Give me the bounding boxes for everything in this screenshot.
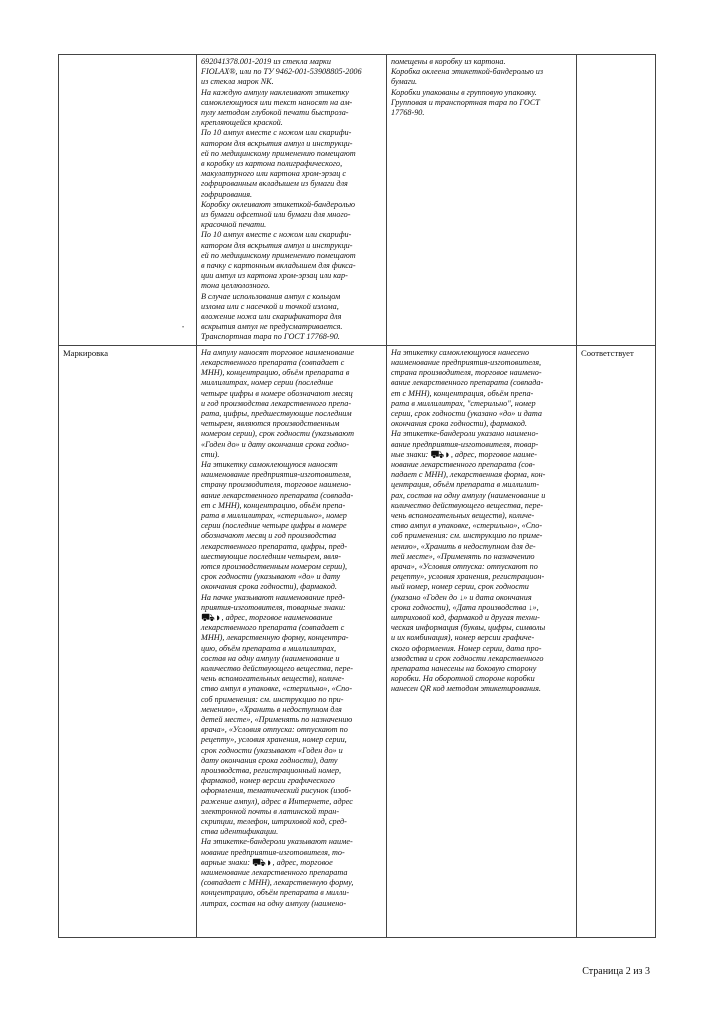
text-line: в пачку с картонным вкладышем для фикса-	[201, 261, 356, 271]
text-line: дату окончания срока годности), дату	[201, 755, 338, 765]
text-line: миллилитрах, номер серии (последние	[201, 378, 334, 388]
text-line: ей по медицинскому применению помещают	[201, 148, 356, 158]
text-line: ражение ампул), адрес в Интернете, адрес	[201, 796, 353, 806]
text-line: самоклеющуюся или текст наносят на ам-	[201, 97, 353, 107]
row2-col3	[387, 345, 577, 937]
text-line: ство ампул в упаковке, «стерильно», «Спо-	[391, 521, 543, 531]
text-line: срока годности), «Дата производства ↓»,	[391, 602, 539, 612]
text-line: помещены в коробку из картона.	[391, 57, 506, 66]
text-line: (совпадает с МНН), лекарственную форму,	[201, 878, 354, 888]
text-line: чень вспомогательных веществ), количе-	[201, 674, 345, 684]
text-line: вание лекарственного препарата (совпада-	[391, 378, 544, 388]
table-row-marking	[59, 345, 656, 937]
text-line: На каждую ампулу наклеивают этикетку	[201, 87, 349, 97]
text-line: лекарственного препарата (совпадает с	[201, 357, 345, 367]
text-line: красочной печати.	[201, 220, 267, 230]
text-line: ный номер, номер серии, срок годности	[391, 582, 529, 592]
text-line: ческая информация (буквы, цифры, символы	[391, 623, 546, 633]
text-line: вание лекарственного препарата (совпада-	[201, 490, 354, 500]
text-line: тей месте», «Применять по назначению	[391, 551, 535, 561]
text-line: нование предприятия-изготовителя, то-	[201, 847, 345, 857]
text-line: макулатурного или картона хром-эрзац с	[201, 169, 346, 179]
text-line: МНН), лекарственную форму, концентра-	[201, 633, 349, 643]
text-line: штриховой код, фармакод и другая техни-	[391, 612, 540, 622]
text-line: FIOLAX®, или по ТУ 9462-001-53908805-2006	[201, 67, 362, 77]
text-line: в коробку из картона полиграфического,	[201, 159, 343, 169]
text-line: сти).	[201, 449, 220, 459]
text-line: По 10 ампул вместе с ножом или скарифи-	[201, 230, 352, 240]
trademark-icon: ⛟◗	[252, 856, 273, 869]
text-line: коробки. На оборотной стороне коробки	[391, 674, 535, 684]
text-line: гофрирования.	[201, 189, 253, 199]
text-line: из бумаги офсетной или бумаги для много-	[201, 210, 351, 220]
text-line: окончания срока годности), фармакод.	[391, 419, 527, 429]
text-line: литрах, состав на одну ампулу (наимено-	[201, 898, 347, 908]
text-line: 692041378.001-2019 из стекла марки	[201, 57, 331, 66]
text-line: приятия-изготовителя, товарные знаки:	[201, 602, 346, 612]
text-line: нению», «Хранить в недоступном для де-	[391, 541, 536, 551]
text-line: и их комбинация), номер версии графиче-	[391, 633, 535, 643]
text-line: окончания срока годности), фармакод.	[201, 582, 337, 592]
text-line: нование лекарственного препарата (сов-	[391, 459, 535, 469]
text-line: На этикетке-бандероли указывают наиме-	[201, 837, 353, 847]
table-row-packaging	[59, 55, 656, 346]
text-line: ет с МНН), концентрация, объём препа-	[391, 388, 534, 398]
text-line: страна производителя, торговое наимено-	[391, 368, 542, 378]
text-line: На этикетку самоклеющуюся нанесено	[391, 347, 530, 357]
row1-col3	[387, 55, 577, 346]
text-line: На пачке указывают наименование пред-	[201, 592, 345, 602]
text-line: лекарственного препарата, цифры, пред-	[201, 541, 348, 551]
spec-table	[58, 54, 656, 938]
text-line: и год производства лекарственного препа-	[201, 398, 352, 408]
text-line: бумаги.	[391, 77, 418, 87]
text-line: рата в миллилитрах, «стерильно», номер	[201, 510, 347, 520]
text-line: рах, состав на одну ампулу (наименование и	[391, 490, 546, 500]
text-line: вание предприятия-изготовителя, товар-	[391, 439, 539, 449]
text-line: нанесен QR код методом этикетирования.	[391, 684, 541, 694]
text-line: шествующие последним четырем, явля-	[201, 551, 341, 561]
text-line: серии, срок годности (указано «до» и дата	[391, 408, 542, 418]
text-line: обозначают месяц и год производства	[201, 531, 337, 541]
text-line: электронной почты в латинской тран-	[201, 806, 340, 816]
row2-status: Соответствует	[577, 345, 656, 937]
text-line: срок годности (указывают «до» и дату	[201, 572, 341, 582]
text-line: Коробка оклеена этикеткой-бандеролью из	[391, 67, 544, 77]
text-line: «Годен до» и дату окончания срока годно-	[201, 439, 350, 449]
row1-col1	[59, 55, 197, 346]
text-line: из стекла марок NK.	[201, 77, 274, 87]
text-line: 17768-90.	[391, 108, 425, 118]
text-line: Групповая и транспортная тара по ГОСТ	[391, 97, 540, 107]
text-line: количество действующего вещества, пере-	[201, 664, 353, 673]
text-line: наименование предприятия-изготовителя,	[391, 357, 542, 367]
text-line: ⛟◗, адрес, торговое наименование	[201, 611, 333, 624]
text-line: На этикетке-бандероли указано наимено-	[391, 429, 539, 439]
text-line: ются производственным номером серии),	[201, 561, 348, 571]
text-line: варные знаки: ⛟◗, адрес, торговое	[201, 856, 333, 869]
text-line: На этикетку самоклеющуюся наносят	[201, 459, 338, 469]
text-line: фармакод, номер версии графического	[201, 776, 335, 786]
text-line: вскрытия ампул не предусматривается.	[201, 322, 343, 332]
text-line: наименование лекарственного препарата	[201, 868, 348, 878]
text-line: Коробку оклеивают этикеткой-бандеролью	[201, 199, 356, 209]
text-line: крепляющейся краской.	[201, 118, 283, 128]
text-line: В случае использования ампул с кольцом	[201, 291, 341, 301]
text-line: страну производителя, торговое наимено-	[201, 480, 352, 490]
row1-col2	[197, 55, 387, 346]
trademark-icon: ⛟◗	[201, 611, 222, 624]
row2-label: Маркировка	[59, 345, 197, 937]
text-line: врача», «Условия отпуска: отпускают по	[201, 725, 348, 735]
text-line: ского оформления. Номер серии, дата про-	[391, 643, 542, 653]
text-line: изводства и срок годности лекарственного	[391, 653, 544, 663]
text-line: менению», «Хранить в недоступном для	[201, 704, 342, 714]
text-line: МНН), концентрацию, объём препарата в	[201, 368, 350, 378]
text-line: соб применения: см. инструкцию по при-	[201, 694, 344, 704]
text-line: ные знаки: ⛟◗, адрес, торговое наиме-	[391, 448, 537, 461]
text-line: ет с МНН), концентрацию, объём препа-	[201, 500, 346, 510]
text-line: На ампулу наносят торговое наименование	[201, 347, 354, 357]
text-line: четыре цифры в номере обозначают месяц	[201, 388, 353, 398]
text-line: рецепту», условия хранения, номер серии,	[201, 735, 347, 745]
text-line: лекарственного препарата (совпадает с	[201, 623, 345, 633]
text-line: четырем, являются производственным	[201, 419, 340, 429]
text-line: катором для вскрытия ампул и инструкци-	[201, 138, 353, 148]
text-line: (указано «Годен до ↓» и дата окончания	[391, 592, 532, 602]
text-line: тона целлюлозного.	[201, 281, 270, 291]
text-line: соб применения: см. инструкцию по приме-	[391, 531, 543, 541]
text-line: врача», «Условия отпуска: отпускают по	[391, 561, 538, 571]
trademark-icon: ⛟◗	[430, 448, 451, 461]
page-number: Страница 2 из 3	[582, 966, 650, 977]
text-line: центрация, объём препарата в миллилит-	[391, 480, 540, 490]
text-line: Коробки упакованы в групповую упаковку.	[391, 87, 537, 97]
text-line: пулу методом глубокой печати быстроза-	[201, 108, 349, 118]
text-line: количество действующего вещества, пере-	[391, 500, 543, 510]
text-line: производства, регистрационный номер,	[201, 766, 342, 776]
text-line: концентрацию, объём препарата в милли-	[201, 888, 350, 898]
row2-col2	[197, 345, 387, 937]
text-line: катором для вскрытия ампул и инструкци-	[201, 240, 353, 250]
text-line: чень вспомогательных веществ), количе-	[391, 510, 535, 520]
row1-col4	[577, 55, 656, 346]
text-line: цию, объём препарата в миллилитрах,	[201, 643, 337, 653]
text-line: скрипции, телефон, штриховой код, сред-	[201, 817, 347, 827]
text-line: ства идентификации.	[201, 827, 279, 837]
text-line: ции ампул из картона хром-эрзац или кар-	[201, 271, 348, 281]
text-line: Транспортная тара по ГОСТ 17768-90.	[201, 332, 340, 342]
text-line: ство ампул в упаковке, «стерильно», «Спо-	[201, 684, 353, 694]
text-line: детей месте», «Применять по назначению	[201, 715, 353, 725]
text-line: номером серии), срок годности (указывают	[201, 429, 355, 439]
text-line: вложение ножа или скарификатора для	[201, 312, 342, 322]
text-line: ей по медицинскому применению помещают	[201, 250, 356, 260]
text-line: срок годности (указывают «Годен до» и	[201, 745, 343, 755]
text-line: оформления, тематический рисунок (изоб-	[201, 786, 352, 796]
text-line: рецепту», условия хранения, регистрацион-	[391, 572, 545, 582]
text-line: рата, цифры, предшествующие последним	[201, 408, 352, 418]
text-line: наименование предприятия-изготовителя,	[201, 470, 352, 480]
margin-mark: •	[182, 325, 185, 331]
text-line: падает с МНН), лекарственная форма, кон-	[391, 470, 546, 480]
text-line: рата в миллилитрах, "стерильно", номер	[391, 398, 536, 408]
text-line: препарата нанесены на боковую сторону	[391, 664, 537, 673]
text-line: излома или с насечкой и точкой излома,	[201, 301, 339, 311]
text-line: По 10 ампул вместе с ножом или скарифи-	[201, 128, 352, 138]
text-line: серии (последние четыре цифры в номере	[201, 521, 347, 531]
text-line: состав на одну ампулу (наименование и	[201, 653, 340, 663]
text-line: гофрированным вкладышем из бумаги для	[201, 179, 348, 189]
